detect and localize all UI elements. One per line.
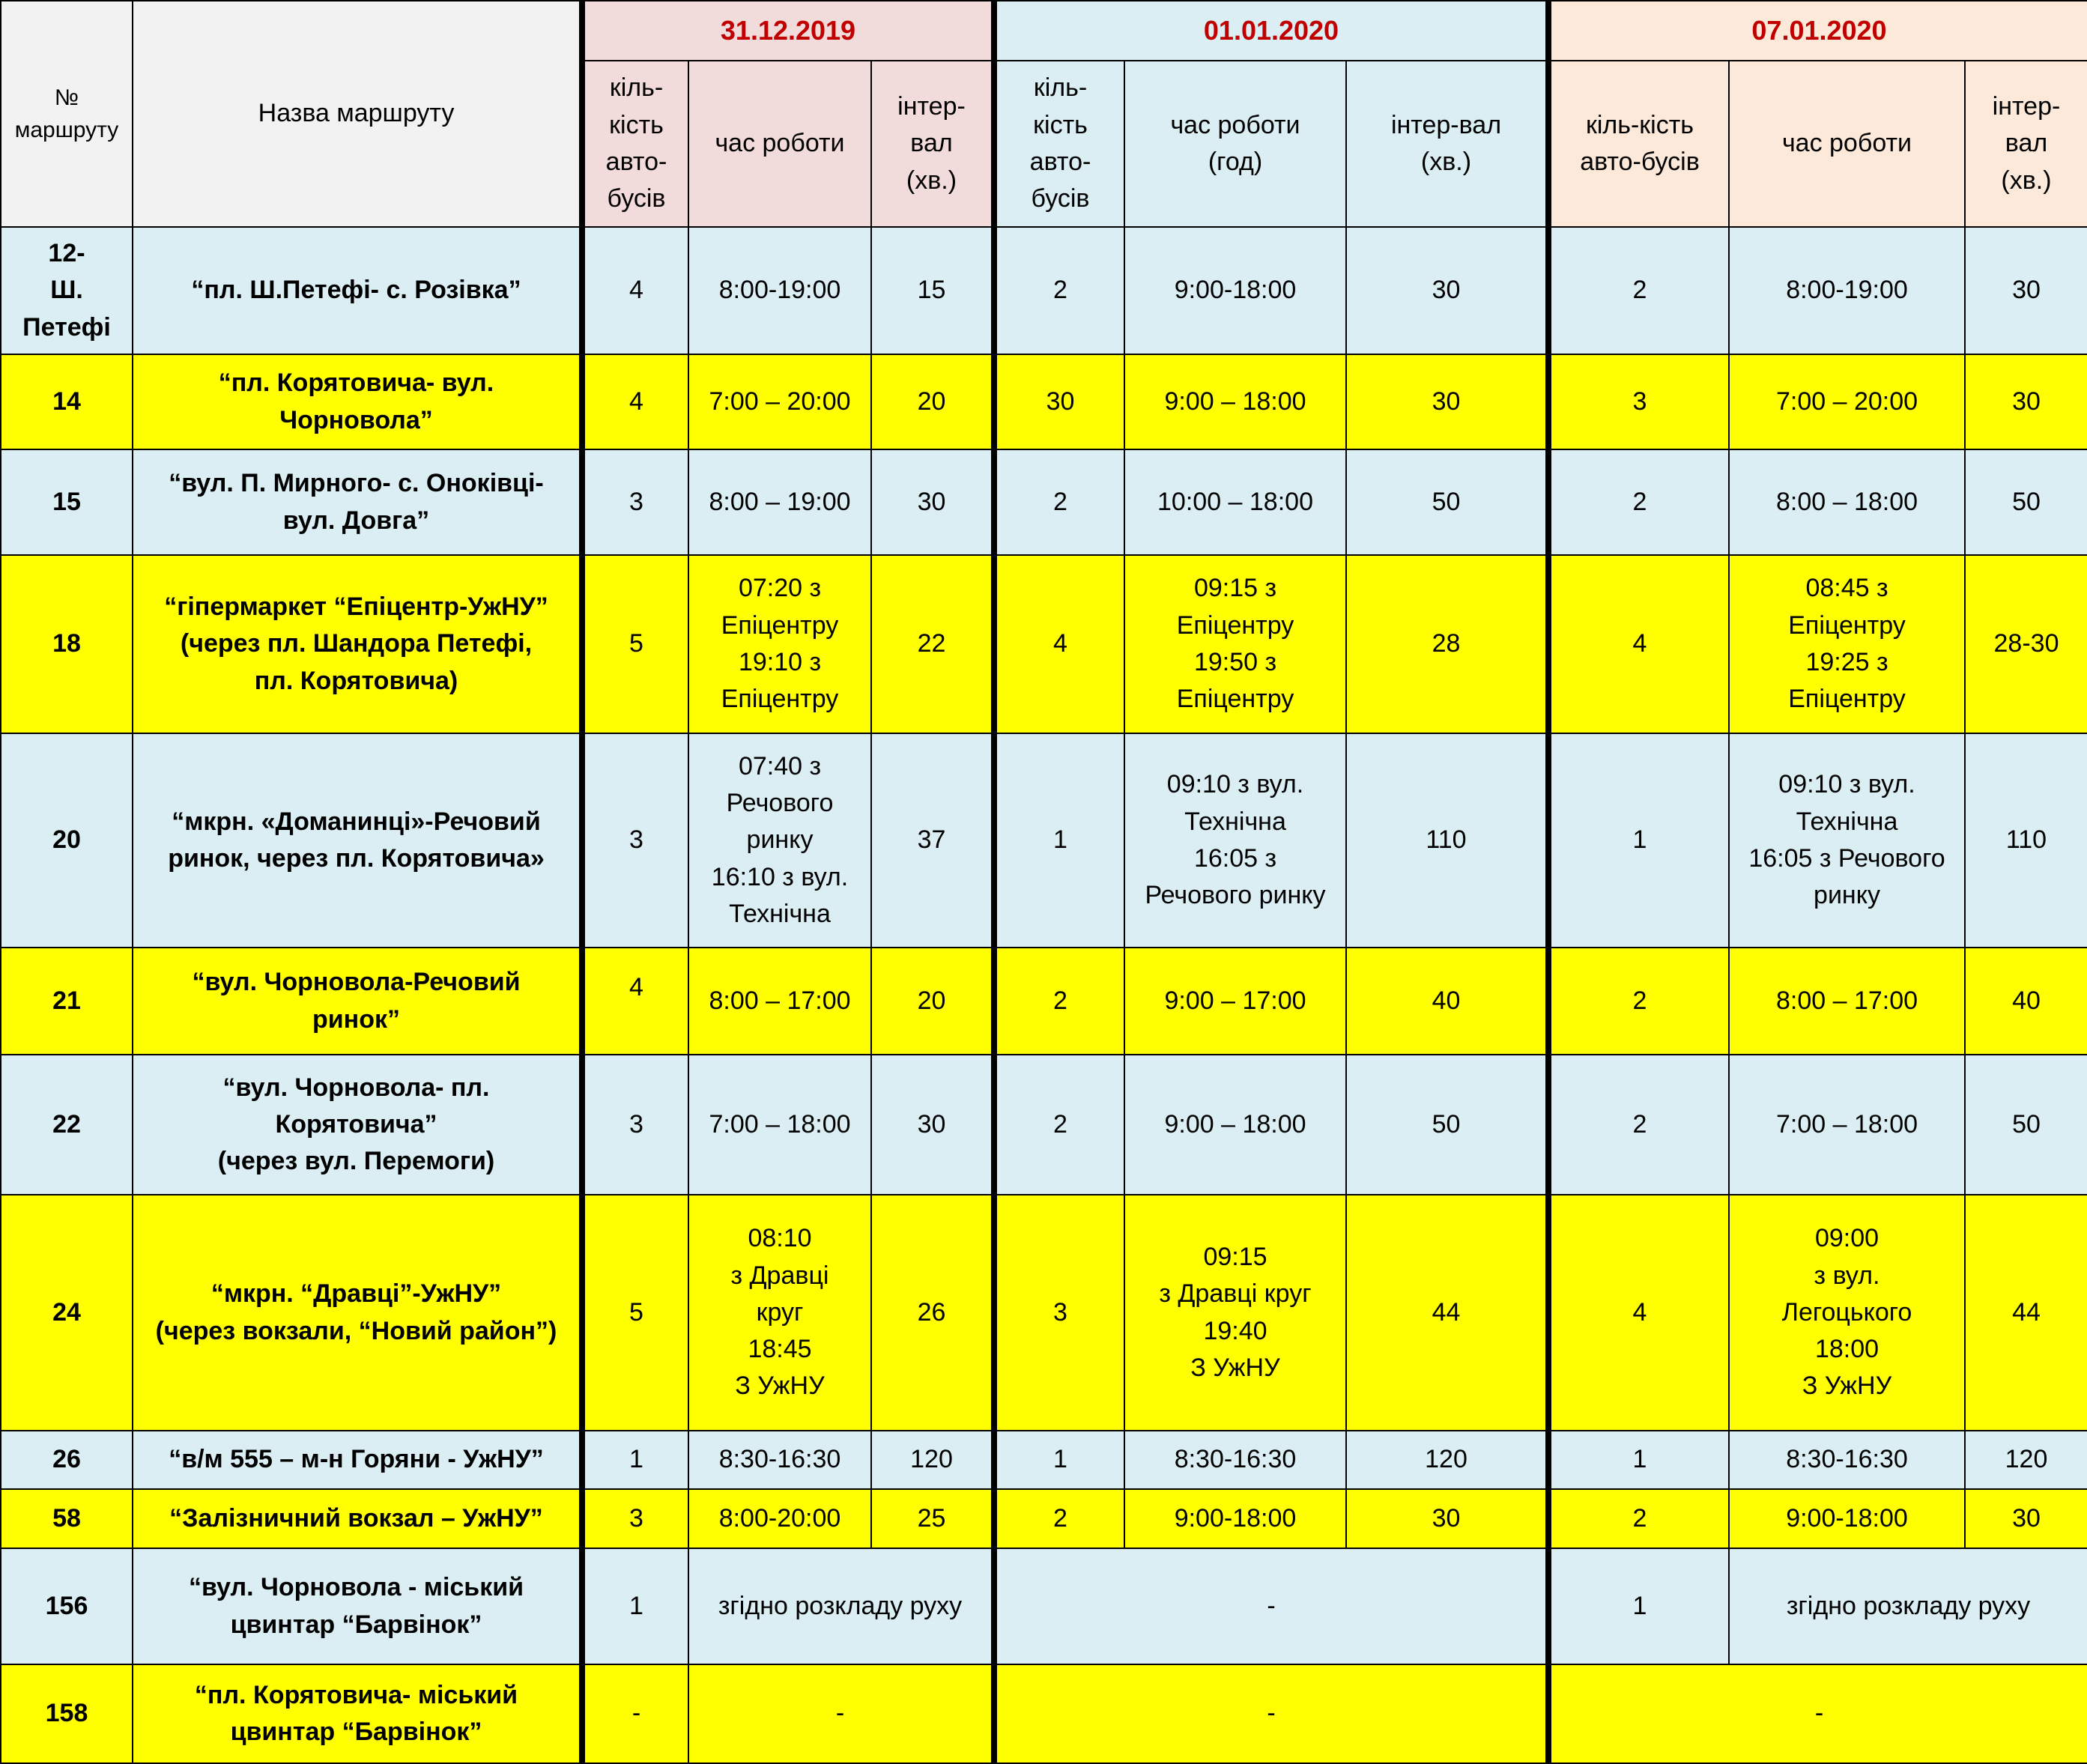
bus-count-header: кіль-кість авто-бусів (1548, 61, 1729, 227)
interval: 110 (1346, 733, 1548, 948)
bus-count: 3 (582, 449, 688, 555)
interval: 40 (1965, 948, 2087, 1055)
bus-count: 2 (1548, 449, 1729, 555)
work-hours: 08:10 з Дравці круг 18:45 З УжНУ (688, 1195, 871, 1431)
work-hours: 8:30-16:30 (1124, 1431, 1346, 1489)
work-hours: 07:40 з Речового ринку 16:10 з вул. Технічна (688, 733, 871, 948)
work-hours: 7:00 – 18:00 (1729, 1055, 1965, 1195)
table-row (1, 555, 2087, 733)
route-name: “в/м 555 – м-н Горяни - УжНУ” (133, 1431, 582, 1489)
route-number: 58 (1, 1489, 133, 1548)
route-name: “пл. Ш.Петефі- с. Розівка” (133, 227, 582, 354)
bus-count: 1 (582, 1431, 688, 1489)
bus-count: 4 (1548, 1195, 1729, 1431)
bus-count: 1 (1548, 1431, 1729, 1489)
interval: 30 (871, 449, 994, 555)
route-name: “вул. Чорновола - міський цвинтар “Барвінок” (133, 1548, 582, 1664)
bus-count: - (582, 1664, 688, 1763)
work-hours: 09:00 з вул. Легоцького 18:00 З УжНУ (1729, 1195, 1965, 1431)
bus-count: 3 (582, 1055, 688, 1195)
bus-count: 1 (582, 1548, 688, 1664)
table-row (1, 1055, 2087, 1195)
work-hours: - (688, 1664, 994, 1763)
work-hours: 09:10 з вул. Технічна 16:05 з Речового ринку (1124, 733, 1346, 948)
interval: 30 (1346, 354, 1548, 449)
interval: 15 (871, 227, 994, 354)
route-name-header: Назва маршруту (133, 1, 582, 227)
work-hours-header: час роботи (688, 61, 871, 227)
bus-count: 1 (994, 733, 1124, 948)
work-hours: 7:00 – 20:00 (1729, 354, 1965, 449)
table-row (1, 1664, 2087, 1763)
route-name: “вул. Чорновола- пл. Корятовича” (через вул. Перемоги) (133, 1055, 582, 1195)
route-name: “гіпермаркет “Епіцентр-УжНУ” (через пл. Шандора Петефі, пл. Корятовича) (133, 555, 582, 733)
route-name: “пл. Корятовича- вул. Чорновола” (133, 354, 582, 449)
date-header-3: 07.01.2020 (1548, 1, 2087, 61)
bus-count: 2 (994, 948, 1124, 1055)
work-hours: 7:00 – 18:00 (688, 1055, 871, 1195)
bus-count: 2 (1548, 948, 1729, 1055)
table-row (1, 449, 2087, 555)
route-number: 20 (1, 733, 133, 948)
work-hours: 9:00 – 17:00 (1124, 948, 1346, 1055)
bus-count: 1 (994, 1431, 1124, 1489)
interval: 26 (871, 1195, 994, 1431)
interval: 44 (1965, 1195, 2087, 1431)
no-service: - (994, 1548, 1548, 1664)
bus-count: 3 (1548, 354, 1729, 449)
interval: 22 (871, 555, 994, 733)
bus-count-header: кіль- кість авто- бусів (994, 61, 1124, 227)
date-header-1: 31.12.2019 (582, 1, 994, 61)
route-number: 21 (1, 948, 133, 1055)
work-hours: 8:00-19:00 (688, 227, 871, 354)
interval: 28 (1346, 555, 1548, 733)
table-row (1, 948, 2087, 1055)
interval: 44 (1346, 1195, 1548, 1431)
table-row (1, 733, 2087, 948)
header-dates-row (1, 1, 2087, 61)
interval: 30 (1965, 354, 2087, 449)
interval: 30 (1346, 1489, 1548, 1548)
interval: 50 (1346, 1055, 1548, 1195)
work-hours: 7:00 – 20:00 (688, 354, 871, 449)
interval: 110 (1965, 733, 2087, 948)
route-number: 18 (1, 555, 133, 733)
work-hours: 8:00-20:00 (688, 1489, 871, 1548)
work-hours: 8:00 – 18:00 (1729, 449, 1965, 555)
route-name: “мкрн. «Доманинці»-Речовий ринок, через пл. Корятовича» (133, 733, 582, 948)
work-hours: згідно розкладу руху (688, 1548, 994, 1664)
route-number: 158 (1, 1664, 133, 1763)
work-hours: 09:15 з Дравці круг 19:40 З УжНУ (1124, 1195, 1346, 1431)
interval: 50 (1346, 449, 1548, 555)
bus-count: 3 (582, 733, 688, 948)
work-hours: 10:00 – 18:00 (1124, 449, 1346, 555)
bus-count: 4 (582, 354, 688, 449)
route-name: “вул. П. Мирного- с. Оноківці- вул. Довга” (133, 449, 582, 555)
bus-count-header: кіль- кість авто- бусів (582, 61, 688, 227)
bus-count: 1 (1548, 1548, 1729, 1664)
route-number-header: № маршруту (1, 1, 133, 227)
work-hours-header: час роботи (год) (1124, 61, 1346, 227)
route-name: “мкрн. “Дравці”-УжНУ” (через вокзали, “Новий район”) (133, 1195, 582, 1431)
route-number: 22 (1, 1055, 133, 1195)
interval: 120 (871, 1431, 994, 1489)
bus-count: 4 (582, 227, 688, 354)
bus-count: 4 (582, 948, 688, 1055)
work-hours: 09:10 з вул. Технічна 16:05 з Речового ринку (1729, 733, 1965, 948)
route-number: 14 (1, 354, 133, 449)
table-row (1, 1195, 2087, 1431)
work-hours: 08:45 з Епіцентру 19:25 з Епіцентру (1729, 555, 1965, 733)
bus-count: 2 (1548, 227, 1729, 354)
interval-header: інтер-вал (хв.) (1965, 61, 2087, 227)
work-hours: 8:00-19:00 (1729, 227, 1965, 354)
bus-count: 4 (1548, 555, 1729, 733)
work-hours: 9:00 – 18:00 (1124, 354, 1346, 449)
work-hours: 9:00-18:00 (1124, 1489, 1346, 1548)
interval: 30 (1965, 1489, 2087, 1548)
bus-count: 1 (1548, 733, 1729, 948)
table-row (1, 227, 2087, 354)
table-row (1, 1548, 2087, 1664)
interval: 50 (1965, 1055, 2087, 1195)
work-hours: 9:00-18:00 (1729, 1489, 1965, 1548)
work-hours: 09:15 з Епіцентру 19:50 з Епіцентру (1124, 555, 1346, 733)
interval: 120 (1965, 1431, 2087, 1489)
route-number: 12- Ш. Петефі (1, 227, 133, 354)
route-name: “пл. Корятовича- міський цвинтар “Барвінок” (133, 1664, 582, 1763)
route-name: “вул. Чорновола-Речовий ринок” (133, 948, 582, 1055)
no-service: - (994, 1664, 1548, 1763)
work-hours-header: час роботи (1729, 61, 1965, 227)
work-hours: 8:00 – 19:00 (688, 449, 871, 555)
bus-count: 2 (994, 227, 1124, 354)
interval: 37 (871, 733, 994, 948)
interval: 30 (1965, 227, 2087, 354)
interval-header: інтер- вал (хв.) (871, 61, 994, 227)
table-row (1, 1431, 2087, 1489)
route-number: 15 (1, 449, 133, 555)
interval: 28-30 (1965, 555, 2087, 733)
work-hours: 8:30-16:30 (688, 1431, 871, 1489)
interval: 30 (1346, 227, 1548, 354)
bus-count: 2 (994, 1055, 1124, 1195)
work-hours: 9:00 – 18:00 (1124, 1055, 1346, 1195)
bus-count: 2 (1548, 1489, 1729, 1548)
work-hours: згідно розкладу руху (1729, 1548, 2087, 1664)
interval: 50 (1965, 449, 2087, 555)
work-hours: 9:00-18:00 (1124, 227, 1346, 354)
interval: 20 (871, 354, 994, 449)
bus-count: 4 (994, 555, 1124, 733)
bus-count: 30 (994, 354, 1124, 449)
work-hours: 8:00 – 17:00 (688, 948, 871, 1055)
table-row (1, 1489, 2087, 1548)
work-hours: 07:20 з Епіцентру 19:10 з Епіцентру (688, 555, 871, 733)
interval: 20 (871, 948, 994, 1055)
bus-count: 3 (994, 1195, 1124, 1431)
interval-header: інтер-вал (хв.) (1346, 61, 1548, 227)
table-row (1, 354, 2087, 449)
no-service: - (1548, 1664, 2087, 1763)
route-name: “Залізничний вокзал – УжНУ” (133, 1489, 582, 1548)
interval: 25 (871, 1489, 994, 1548)
route-number: 26 (1, 1431, 133, 1489)
date-header-2: 01.01.2020 (994, 1, 1548, 61)
interval: 40 (1346, 948, 1548, 1055)
bus-count: 2 (994, 1489, 1124, 1548)
interval: 120 (1346, 1431, 1548, 1489)
work-hours: 8:00 – 17:00 (1729, 948, 1965, 1055)
bus-count: 5 (582, 555, 688, 733)
bus-count: 3 (582, 1489, 688, 1548)
work-hours: 8:30-16:30 (1729, 1431, 1965, 1489)
route-number: 156 (1, 1548, 133, 1664)
bus-count: 5 (582, 1195, 688, 1431)
route-number: 24 (1, 1195, 133, 1431)
bus-count: 2 (1548, 1055, 1729, 1195)
bus-count: 2 (994, 449, 1124, 555)
interval: 30 (871, 1055, 994, 1195)
